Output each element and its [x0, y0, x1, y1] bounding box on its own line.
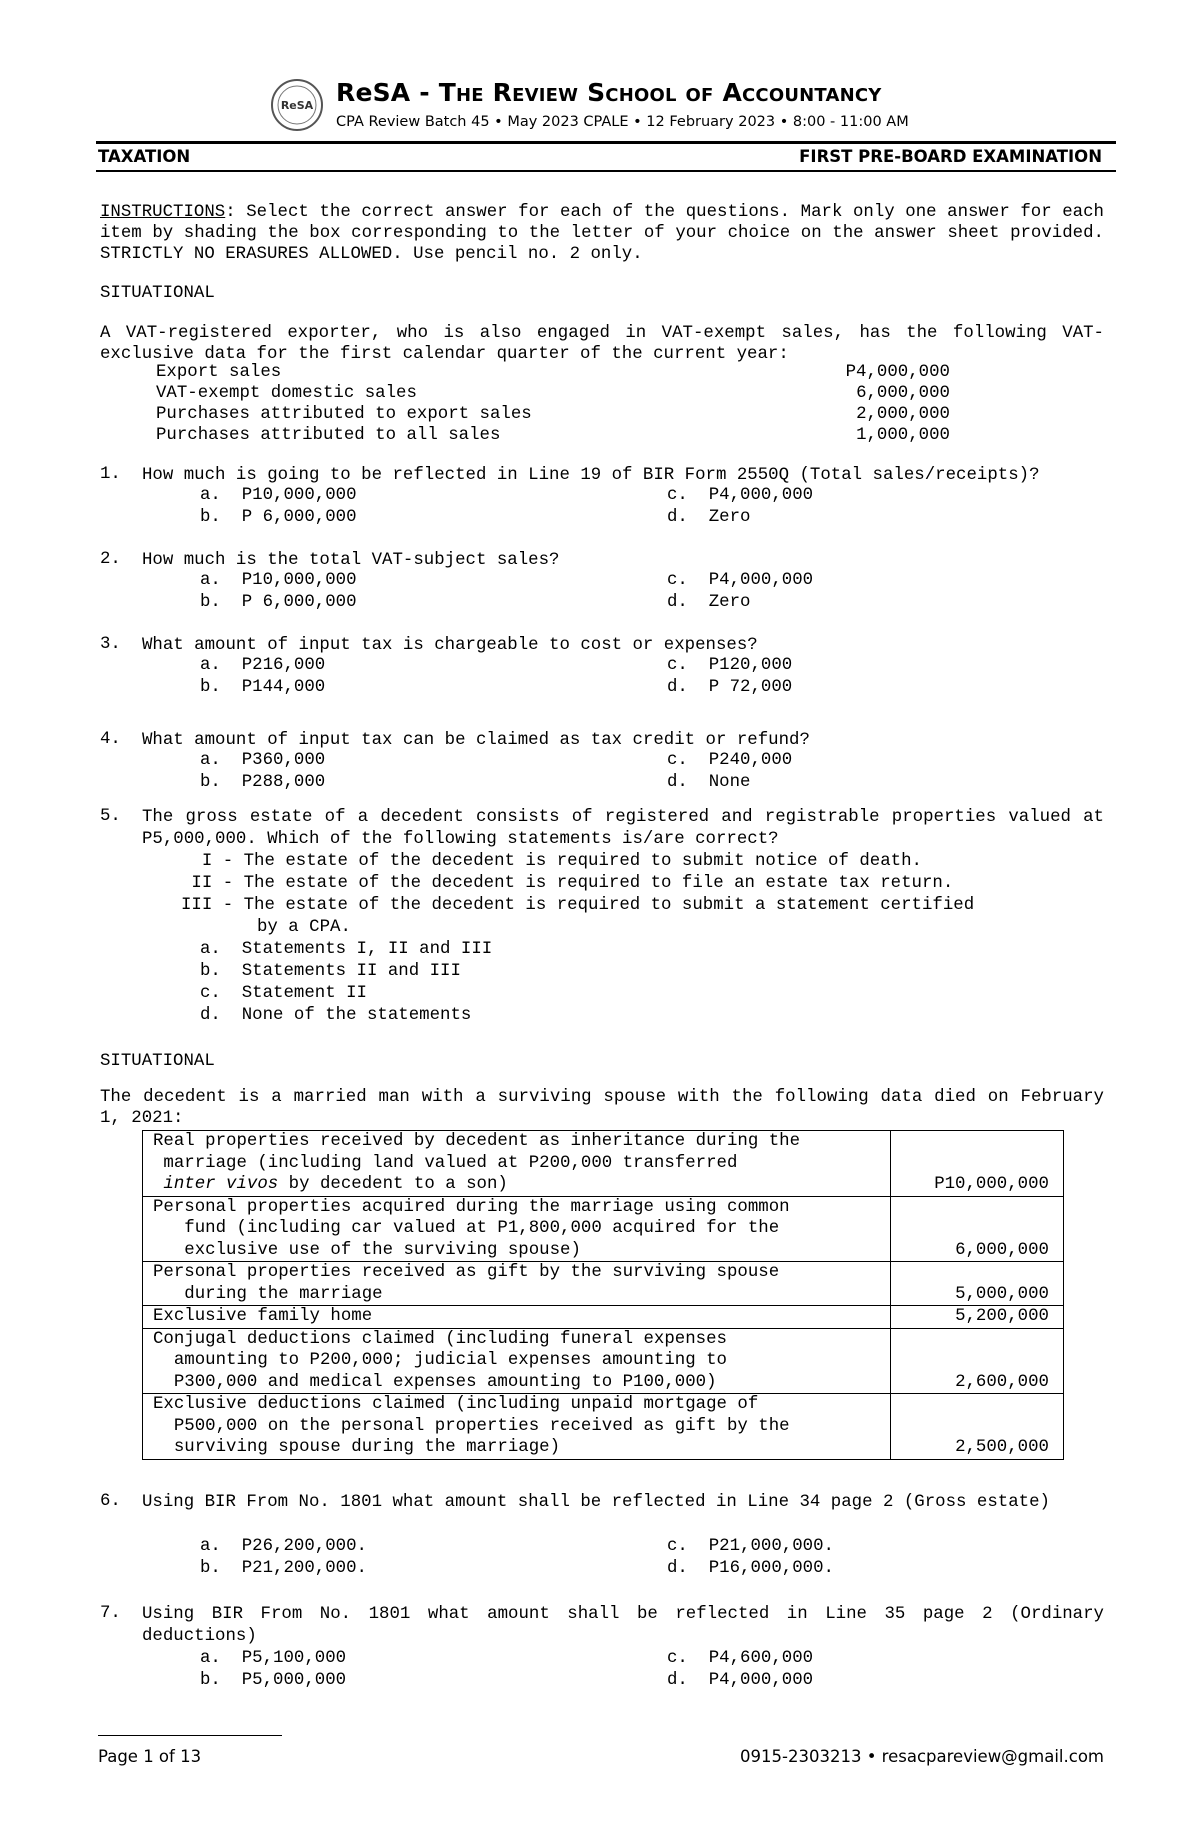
row-amount: 6,000,000 [891, 1196, 1064, 1262]
statement-3: III - The estate of the decedent is required to submit a statement certified [181, 896, 975, 915]
instructions: INSTRUCTIONS: Select the correct answer for each of the questions. Mark only one answer for each item by shading the box corresponding to the letter of your choice on the answer sheet provided. STRICTLY NO ERASURES ALLOWED. Use pencil no. 2 only. [100, 203, 1104, 264]
situational-label: SITUATIONAL [100, 1052, 215, 1071]
subject-title: TAXATION [98, 147, 191, 166]
row-amount: 5,000,000 [891, 1262, 1064, 1306]
table-row [143, 1196, 1064, 1262]
choice-a: a. P26,200,000. [200, 1537, 367, 1556]
statement-1: I - The estate of the decedent is required to submit notice of death. [181, 852, 922, 871]
vat-row-label: Export sales [156, 363, 282, 382]
page-number: Page 1 of 13 [98, 1747, 202, 1766]
table-row [143, 1328, 1064, 1394]
question-stem: Using BIR From No. 1801 what amount shall be reflected in Line 34 page 2 (Gross estate) [142, 1493, 1050, 1512]
choice-b: b. P21,200,000. [200, 1559, 367, 1578]
choice-c: c. P120,000 [667, 656, 793, 675]
question-number: 3. [100, 635, 121, 654]
vat-row-value: 1,000,000 [856, 426, 950, 445]
batch-line: CPA Review Batch 45 • May 2023 CPALE • 12 February 2023 • 8:00 - 11:00 AM [336, 114, 909, 130]
choice-d: d. Zero [667, 508, 751, 527]
choice-b: b. P288,000 [200, 773, 326, 792]
choice-b: b. Statements II and III [200, 962, 461, 981]
choice-a: a. P360,000 [200, 751, 326, 770]
row-amount: 2,600,000 [891, 1328, 1064, 1394]
choice-a: a. P5,100,000 [200, 1649, 347, 1668]
header-rule [96, 141, 1116, 144]
choice-a: a. Statements I, II and III [200, 940, 493, 959]
choice-c: c. P4,000,000 [667, 486, 814, 505]
row-amount: 2,500,000 [891, 1394, 1064, 1460]
vat-row-label: Purchases attributed to all sales [156, 426, 501, 445]
school-name: ReSA - The Review School of Accountancy [336, 78, 882, 107]
choice-d: d. P 72,000 [667, 678, 793, 697]
choice-a: a. P10,000,000 [200, 486, 357, 505]
header-rule-bottom [96, 170, 1116, 172]
question-stem: How much is the total VAT-subject sales? [142, 551, 560, 570]
vat-row-label: Purchases attributed to export sales [156, 405, 532, 424]
choice-d: d. None [667, 773, 751, 792]
question-stem: How much is going to be reflected in Line 19 of BIR Form 2550Q (Total sales/receipts)? [142, 466, 1040, 485]
row-amount: P10,000,000 [891, 1131, 1064, 1197]
exam-title: FIRST PRE-BOARD EXAMINATION [799, 147, 1102, 166]
question-stem: Using BIR From No. 1801 what amount shall be reflected in Line 35 page 2 (Ordinary deductions) [142, 1605, 1104, 1646]
table-row [143, 1131, 1064, 1197]
choice-b: b. P 6,000,000 [200, 593, 357, 612]
question-number: 7. [100, 1604, 121, 1623]
svg-text:ReSA: ReSA [280, 99, 314, 112]
choice-d: d. None of the statements [200, 1006, 472, 1025]
row-description: Conjugal deductions claimed (including funeral expenses amounting to P200,000; judicial expenses amounting to P300,000 and medical expenses amounting to P100,000) [143, 1328, 891, 1394]
question-number: 1. [100, 465, 121, 484]
vat-row-value: 2,000,000 [856, 405, 950, 424]
vat-row-label: VAT-exempt domestic sales [156, 384, 417, 403]
statement-3-cont: by a CPA. [257, 918, 351, 937]
choice-b: b. P 6,000,000 [200, 508, 357, 527]
row-description: Personal properties received as gift by the surviving spouse during the marriage [143, 1262, 891, 1306]
footer-rule [98, 1735, 282, 1736]
vat-row-value: P4,000,000 [845, 363, 950, 382]
choice-d: d. P4,000,000 [667, 1671, 814, 1690]
row-description: Exclusive deductions claimed (including unpaid mortgage of P500,000 on the personal properties received as gift by the surviving spouse during the marriage) [143, 1394, 891, 1460]
question-number: 5. [100, 807, 121, 826]
question-stem: What amount of input tax is chargeable to cost or expenses? [142, 636, 758, 655]
question-stem: The gross estate of a decedent consists of registered and registrable properties valued at P5,000,000. Which of the following statements is/are correct? [142, 808, 1104, 849]
situational-intro: The decedent is a married man with a surviving spouse with the following data died on February 1, 2021: [100, 1088, 1104, 1128]
question-number: 2. [100, 550, 121, 569]
choice-a: a. P10,000,000 [200, 571, 357, 590]
vat-row-value: 6,000,000 [856, 384, 950, 403]
row-description: Personal properties acquired during the marriage using common fund (including car valued at P1,800,000 acquired for the exclusive use of the surviving spouse) [143, 1196, 891, 1262]
row-amount: 5,200,000 [891, 1306, 1064, 1329]
table-row [143, 1394, 1064, 1460]
choice-d: d. Zero [667, 593, 751, 612]
resa-logo [270, 78, 324, 132]
question-number: 6. [100, 1492, 121, 1511]
situational-label: SITUATIONAL [100, 284, 215, 303]
statement-2: II - The estate of the decedent is required to file an estate tax return. [181, 874, 954, 893]
choice-b: b. P144,000 [200, 678, 326, 697]
table-row [143, 1262, 1064, 1306]
choice-b: b. P5,000,000 [200, 1671, 347, 1690]
choice-d: d. P16,000,000. [667, 1559, 834, 1578]
question-stem: What amount of input tax can be claimed as tax credit or refund? [142, 731, 810, 750]
choice-a: a. P216,000 [200, 656, 326, 675]
row-description: Real properties received by decedent as inheritance during the marriage (including land valued at P200,000 transferred inter vivos by decedent to a son) [143, 1131, 891, 1197]
choice-c: c. P4,600,000 [667, 1649, 814, 1668]
choice-c: c. P21,000,000. [667, 1537, 834, 1556]
table-row [143, 1306, 1064, 1329]
contact-info: 0915-2303213 • resacpareview@gmail.com [740, 1747, 1104, 1766]
question-number: 4. [100, 730, 121, 749]
choice-c: c. P240,000 [667, 751, 793, 770]
choice-c: c. P4,000,000 [667, 571, 814, 590]
estate-data-table [142, 1130, 1064, 1460]
row-description: Exclusive family home [143, 1306, 891, 1329]
choice-c: c. Statement II [200, 984, 367, 1003]
situational-intro: A VAT-registered exporter, who is also engaged in VAT-exempt sales, has the following VAT-exclusive data for the first calendar quarter of the current year: [100, 324, 1104, 364]
